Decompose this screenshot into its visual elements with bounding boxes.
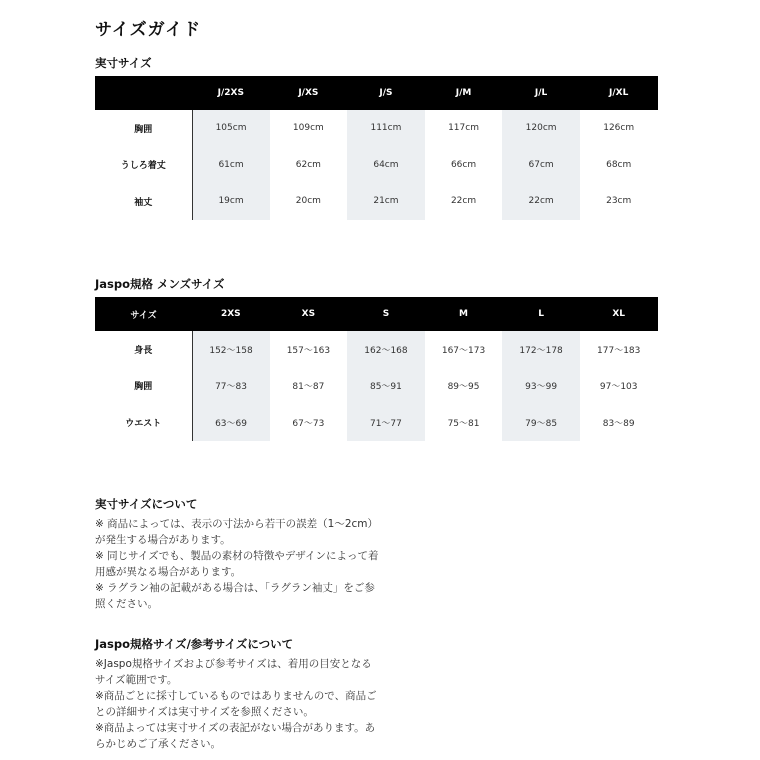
note-line: が発生する場合があります。 (95, 534, 231, 546)
table-cell: 85〜91 (347, 368, 425, 405)
table-cell: 120cm (502, 110, 580, 147)
table-cell: 152〜158 (192, 331, 270, 368)
table-cell: 162〜168 (347, 331, 425, 368)
table-cell: 126cm (603, 123, 635, 134)
corner-header (95, 76, 192, 110)
table-cell: 63〜69 (192, 404, 270, 441)
table-cell: 67cm (502, 147, 580, 184)
column-header: J/M (425, 76, 503, 110)
table-cell: 68cm (606, 159, 632, 170)
actual-size-notes (95, 496, 379, 612)
note-line: との詳細サイズは実寸サイズを参照ください。 (95, 706, 314, 718)
table-cell: 157〜163 (286, 345, 331, 356)
table-cell: 19cm (192, 183, 270, 220)
table-cell: 83〜89 (602, 418, 635, 429)
table-cell: 67〜73 (292, 418, 325, 429)
jaspo-size-table (95, 297, 658, 441)
page-title: サイズガイド (95, 20, 202, 40)
table-cell: 77〜83 (192, 368, 270, 405)
table-cell: 117cm (448, 123, 479, 134)
note-line: サイズ範囲です。 (95, 674, 178, 686)
column-header: XS (270, 297, 348, 331)
table-cell: 97〜103 (599, 382, 638, 393)
table-cell: 21cm (347, 183, 425, 220)
column-header: XL (580, 297, 658, 331)
table-row (95, 183, 658, 220)
column-header: J/2XS (192, 76, 270, 110)
table-cell: 75〜81 (447, 418, 480, 429)
table-cell: 22cm (502, 183, 580, 220)
table-cell: 172〜178 (502, 331, 580, 368)
notes-heading: 実寸サイズについて (95, 497, 198, 511)
row-label: 胸囲 (95, 368, 192, 405)
table-row (95, 110, 658, 147)
header-row (95, 297, 658, 331)
table-row (95, 404, 658, 441)
note-line: ※商品ごとに採寸しているものではありませんので、商品ご (95, 690, 377, 702)
table-cell: 62cm (295, 159, 321, 170)
note-line: 照ください。 (95, 598, 158, 610)
table-row (95, 147, 658, 184)
table-cell: 79〜85 (502, 404, 580, 441)
row-label: うしろ着丈 (95, 147, 192, 184)
column-header: M (425, 297, 503, 331)
notes-heading: Jaspo規格サイズ/参考サイズについて (95, 637, 294, 651)
column-header: J/S (347, 76, 425, 110)
header-row (95, 76, 658, 110)
column-header: J/L (502, 76, 580, 110)
table-cell: 23cm (606, 196, 632, 207)
jaspo-size-heading: Jaspo規格 メンズサイズ (95, 277, 225, 291)
table-row (95, 331, 658, 368)
note-line: 用感が異なる場合があります。 (95, 566, 242, 578)
table-cell: 167〜173 (441, 345, 486, 356)
table-cell: 105cm (192, 110, 270, 147)
table-cell: 111cm (347, 110, 425, 147)
column-header: J/XL (580, 76, 658, 110)
row-label: 身長 (95, 331, 192, 368)
column-header: 2XS (192, 297, 270, 331)
corner-header: サイズ (95, 297, 192, 331)
actual-size-heading: 実寸サイズ (95, 56, 152, 70)
note-line: ※ 商品によっては、表示の寸法から若干の誤差（1〜2cm） (95, 518, 378, 530)
table-cell: 71〜77 (347, 404, 425, 441)
row-label: 袖丈 (95, 183, 192, 220)
table-cell: 89〜95 (447, 382, 480, 393)
table-cell: 109cm (292, 123, 324, 134)
table-cell: 66cm (450, 159, 477, 170)
row-label: ウエスト (95, 404, 192, 441)
table-cell: 81〜87 (292, 382, 325, 393)
table-cell: 61cm (192, 147, 270, 184)
note-line: ※ ラグラン袖の記載がある場合は、「ラグラン袖丈」をご参 (95, 582, 375, 594)
row-label: 胸囲 (95, 110, 192, 147)
column-header: L (502, 297, 580, 331)
table-cell: 177〜183 (597, 345, 641, 356)
note-line: らかじめご了承ください。 (95, 738, 221, 750)
note-line: ※ 同じサイズでも、製品の素材の特徴やデザインによって着 (95, 550, 379, 562)
table-cell: 93〜99 (502, 368, 580, 405)
table-cell: 20cm (295, 196, 321, 207)
table-cell: 22cm (450, 196, 477, 207)
note-line: ※Jaspo規格サイズおよび参考サイズは、着用の目安となる (95, 658, 372, 670)
note-line: ※商品よっては実寸サイズの表記がない場合があります。あ (95, 722, 376, 734)
actual-size-table (95, 76, 658, 220)
table-row (95, 368, 658, 405)
jaspo-size-notes (95, 636, 377, 752)
column-header: S (347, 297, 425, 331)
column-header: J/XS (270, 76, 348, 110)
table-cell: 64cm (347, 147, 425, 184)
